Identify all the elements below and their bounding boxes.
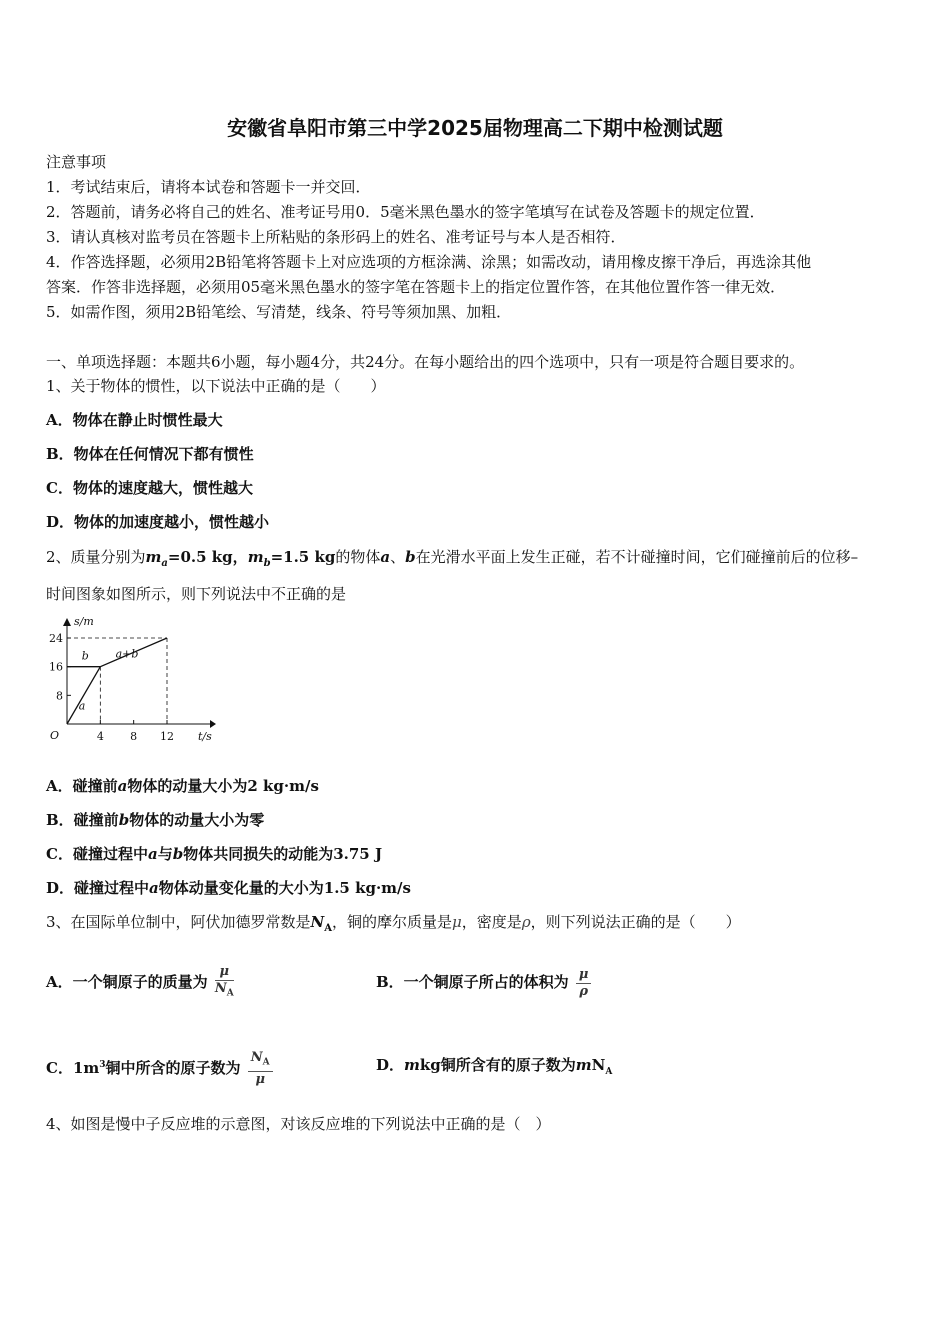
notice-item: 2．答题前，请务必将自己的姓名、准考证号用0．5毫米黑色墨水的签字笔填写在试卷及答题卡的规定位置． — [46, 203, 765, 221]
fraction-na-over-mu: $\frac{N_A}{\mu}$ — [248, 1050, 273, 1088]
origin-label: O — [50, 729, 60, 742]
notice-item: 5．如需作图，须用2B铅笔绘、写清楚，线条、符号等须加黑、加粗． — [46, 303, 512, 321]
q3-stem: 3、在国际单位制中，阿伏加德罗常数是$N_A$，铜的摩尔质量是μ，密度是ρ，则下列说法正确的是（ ） — [46, 913, 741, 934]
x-tick-label: 4 — [96, 730, 104, 743]
q2-stem-line2: 时间图象如图所示，则下列说法中不正确的是 — [46, 585, 347, 603]
q2-option-c: C．碰撞过程中a与b物体共同损失的动能为3.75 J — [46, 845, 383, 863]
q3-option-c: C．$1m^3$铜中所含的原子数为 $\frac{N_A}{\mu}$ — [46, 1036, 273, 1094]
q3-option-b: B．一个铜原子所占的体积为 $\frac{\mu}{\rho}$ — [376, 962, 591, 1002]
q2-option-b: B．碰撞前b物体的动量大小为零 — [46, 811, 265, 829]
series-label: b — [81, 649, 89, 663]
x-axis-label: t/s — [198, 730, 212, 743]
series-label: a+b — [115, 647, 139, 661]
notice-item: 1．考试结束后，请将本试卷和答题卡一并交回． — [46, 178, 371, 196]
q2-option-a: A．碰撞前a物体的动量大小为2 kg·m/s — [46, 777, 319, 795]
fraction-mu-over-na: $\frac{\mu}{N_A}$ — [214, 964, 234, 999]
section-heading: 一、单项选择题：本题共6小题，每小题4分，共24分。在每小题给出的四个选项中，只有一项是符合题目要求的。 — [46, 353, 805, 371]
y-axis-label: s/m — [74, 615, 94, 628]
displacement-time-chart — [40, 612, 220, 747]
series-label: a — [78, 699, 86, 713]
q3-option-d: D．mkg铜所含有的原子数为$mN_A$ — [376, 1056, 613, 1077]
q1-option-b: B．物体在任何情况下都有惯性 — [46, 445, 254, 463]
series-line-a — [67, 667, 100, 724]
y-axis-arrow — [63, 618, 71, 626]
q4-stem: 4、如图是慢中子反应堆的示意图，对该反应堆的下列说法中正确的是（ ） — [46, 1115, 551, 1133]
q1-stem: 1、关于物体的惯性，以下说法中正确的是（ ） — [46, 377, 386, 395]
q1-option-d: D．物体的加速度越小，惯性越小 — [46, 513, 270, 531]
page-title: 安徽省阜阳市第三中学2025届物理高二下期中检测试题 — [227, 116, 723, 140]
y-tick-label: 16 — [49, 660, 63, 674]
q2-option-d: D．碰撞过程中a物体动量变化量的大小为1.5 kg·m/s — [46, 879, 411, 897]
q1-option-c: C．物体的速度越大，惯性越大 — [46, 479, 253, 497]
x-tick-label: 8 — [130, 730, 138, 743]
y-tick-label: 8 — [56, 689, 63, 703]
q2-stem: 2、质量分别为$m_a=0.5$ kg，$m_b=1.5$ kg的物体a、b在光滑水平面上发生正碰，若不计碰撞时间，它们碰撞前后的位移– — [46, 548, 859, 569]
q3-option-a: A．一个铜原子的质量为 $\frac{\mu}{N_A}$ — [46, 962, 234, 1002]
notice-item: 3．请认真核对监考员在答题卡上所粘贴的条形码上的姓名、准考证号与本人是否相符． — [46, 228, 626, 246]
notice-heading: 注意事项 — [46, 153, 107, 171]
fraction-mu-over-rho: $\frac{\mu}{\rho}$ — [576, 967, 592, 1000]
y-tick-label: 24 — [49, 632, 63, 645]
notice-item: 答案．作答非选择题，必须用05毫米黑色墨水的签字笔在答题卡上的指定位置作答，在其他位置作答一律无效． — [46, 278, 786, 296]
notice-item: 4．作答选择题，必须用2B铅笔将答题卡上对应选项的方框涂满、涂黑；如需改动，请用橡皮擦干净后，再选涂其他 — [46, 253, 812, 271]
x-axis-arrow — [210, 720, 216, 728]
q1-option-a: A．物体在静止时惯性最大 — [46, 411, 223, 429]
x-tick-label: 12 — [160, 730, 174, 743]
